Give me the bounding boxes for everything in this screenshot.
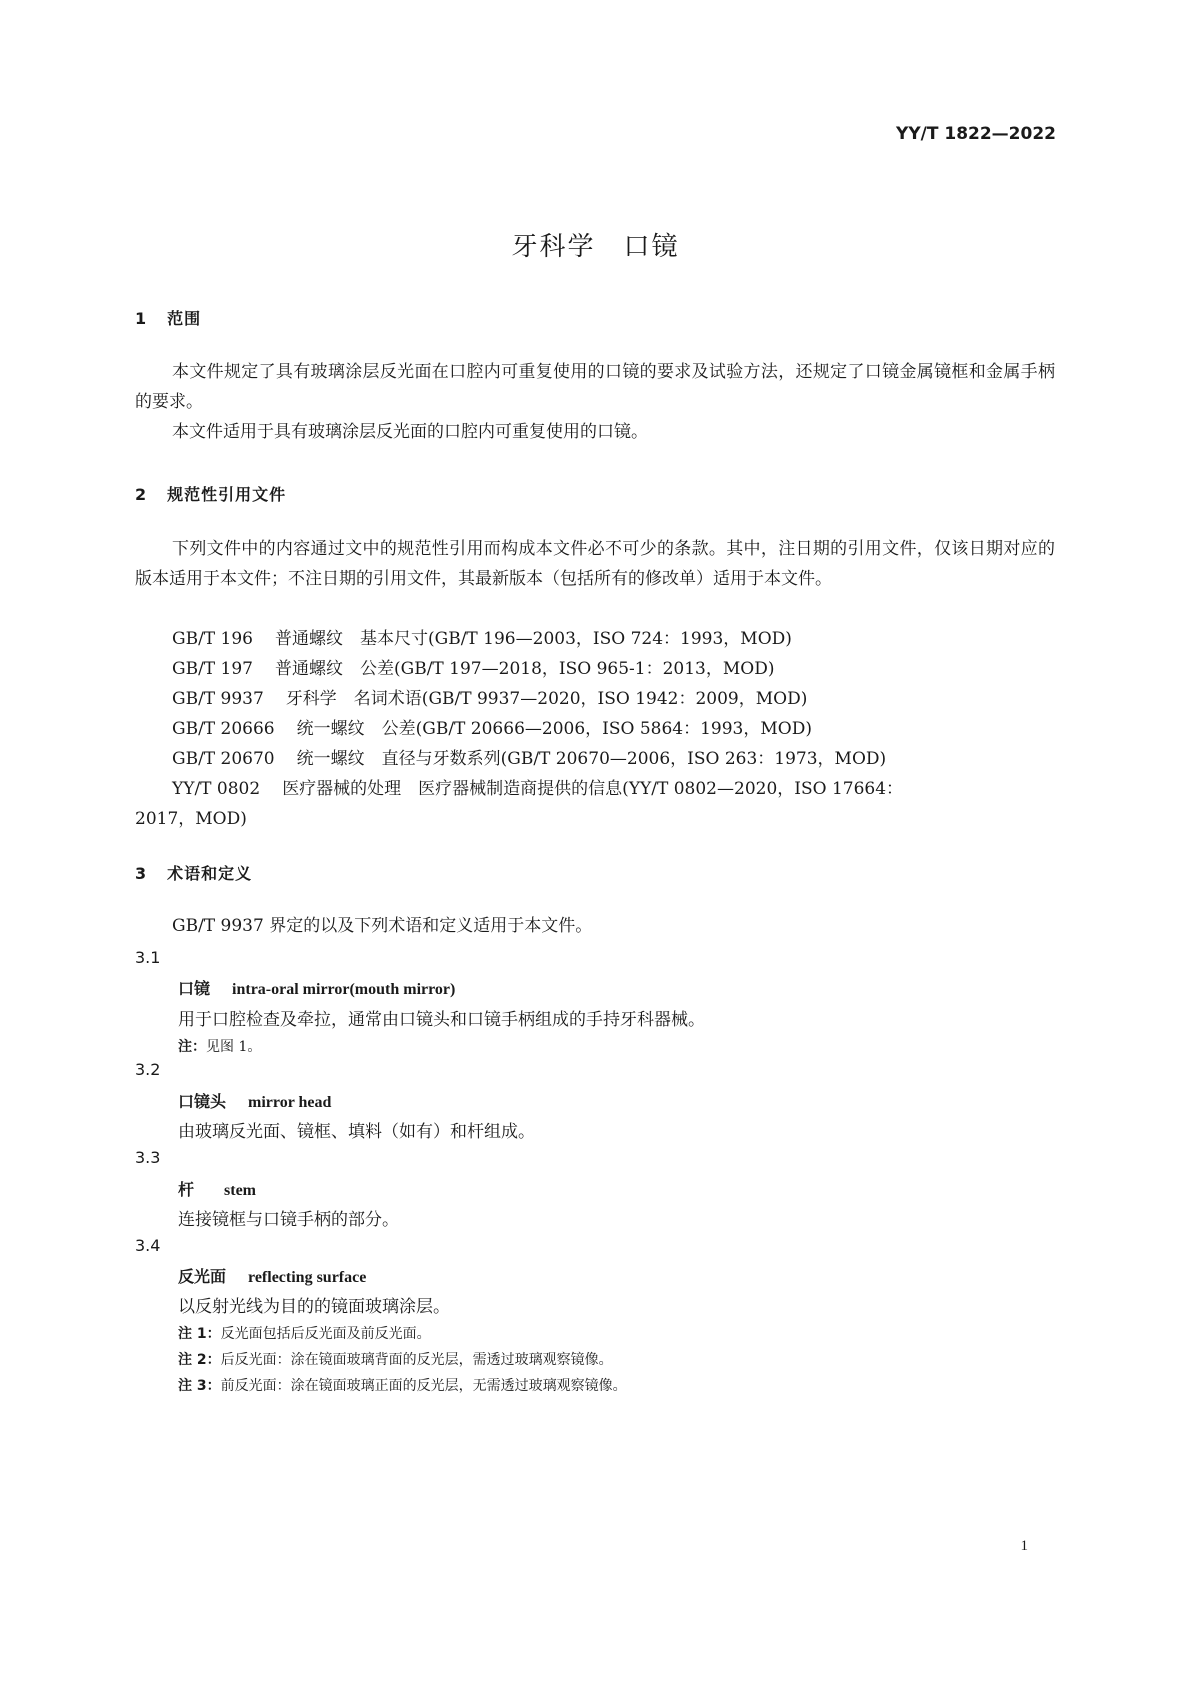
term-number: 3.3: [135, 1148, 161, 1167]
term-note: [178, 1375, 627, 1395]
note-label: 注 1：: [178, 1326, 221, 1342]
note-text: 见图 1。: [206, 1039, 262, 1055]
page-number: 1: [1020, 1538, 1028, 1554]
term-number: 3.4: [135, 1236, 161, 1255]
term-definition: 由玻璃反光面、镜框、填料（如有）和杆组成。: [178, 1122, 535, 1142]
term-name-en: intra-oral mirror(mouth mirror): [232, 981, 456, 998]
normative-ref: [172, 714, 812, 739]
term-note: [178, 1323, 431, 1343]
note-text: 前反光面：涂在镜面玻璃正面的反光层，无需透过玻璃观察镜像。: [220, 1378, 627, 1394]
section-title: 规范性引用文件: [167, 485, 287, 504]
note-text: 反光面包括后反光面及前反光面。: [220, 1326, 431, 1342]
term-name: [178, 1177, 256, 1200]
scope-paragraph-1: 本文件规定了具有玻璃涂层反光面在口腔内可重复使用的口镜的要求及试验方法，还规定了口镜金属镜框和金属手柄的要求。: [135, 362, 1055, 412]
ref-code: GB/T 20666: [172, 719, 275, 739]
term-number: 3.2: [135, 1060, 161, 1079]
section-title: 术语和定义: [167, 864, 253, 883]
document-title: 牙科学 口镜: [511, 232, 680, 262]
ref-title: 统一螺纹 直径与牙数系列(GB/T 20670—2006，ISO 263：1973，MOD): [296, 749, 887, 769]
ref-title: 牙科学 名词术语(GB/T 9937—2020，ISO 1942：2009，MOD): [285, 689, 808, 709]
term-name-zh: 反光面: [178, 1267, 227, 1286]
note-text: 后反光面：涂在镜面玻璃背面的反光层，需透过玻璃观察镜像。: [220, 1352, 613, 1368]
section-1-heading: [135, 306, 201, 329]
ref-code: YY/T 0802: [172, 779, 261, 799]
section-number: 2: [135, 485, 148, 504]
ref-title: 普通螺纹 公差(GB/T 197—2018，ISO 965-1：2013，MOD): [275, 659, 775, 679]
term-definition: 连接镜框与口镜手柄的部分。: [178, 1210, 399, 1230]
term-name: [178, 1264, 366, 1287]
term-number: 3.1: [135, 948, 161, 967]
term-name-zh: 口镜头: [178, 1092, 227, 1111]
term-note: [178, 1349, 613, 1369]
ref-title: 医疗器械的处理 医疗器械制造商提供的信息(YY/T 0802—2020，ISO 17664：: [282, 779, 904, 799]
standard-number: YY/T 1822—2022: [896, 124, 1056, 144]
section-title: 范围: [167, 309, 202, 328]
normative-ref: [172, 774, 903, 799]
normative-ref: [172, 684, 807, 709]
normative-intro: 下列文件中的内容通过文中的规范性引用而构成本文件必不可少的条款。其中，注日期的引用文件，仅该日期对应的版本适用于本文件；不注日期的引用文件，其最新版本（包括所有的修改单）适用于本文件。: [135, 539, 1055, 589]
section-2-heading: [135, 482, 286, 505]
term-note: [178, 1036, 261, 1056]
section-number: 1: [135, 309, 148, 328]
terms-intro: GB/T 9937 界定的以及下列术语和定义适用于本文件。: [172, 916, 593, 936]
normative-ref: [172, 654, 774, 679]
term-name: [178, 1089, 331, 1112]
ref-code: GB/T 20670: [172, 749, 275, 769]
note-label: 注：: [178, 1039, 206, 1055]
scope-paragraph-2: 本文件适用于具有玻璃涂层反光面的口腔内可重复使用的口镜。: [172, 422, 648, 442]
normative-ref-continuation: 2017，MOD): [135, 809, 247, 829]
normative-ref: [172, 744, 886, 769]
term-name-zh: 杆: [178, 1180, 195, 1199]
ref-title: 统一螺纹 公差(GB/T 20666—2006，ISO 5864：1993，MOD): [296, 719, 812, 739]
section-number: 3: [135, 864, 148, 883]
term-name-zh: 口镜: [178, 979, 211, 998]
term-name: [178, 976, 455, 999]
ref-code: GB/T 197: [172, 659, 253, 679]
term-name-en: stem: [224, 1182, 256, 1199]
ref-code: GB/T 196: [172, 629, 253, 649]
ref-title: 普通螺纹 基本尺寸(GB/T 196—2003，ISO 724：1993，MOD): [275, 629, 792, 649]
term-definition: 用于口腔检查及牵拉，通常由口镜头和口镜手柄组成的手持牙科器械。: [178, 1010, 705, 1030]
term-name-en: reflecting surface: [248, 1269, 367, 1286]
ref-code: GB/T 9937: [172, 689, 264, 709]
section-3-heading: [135, 861, 252, 884]
note-label: 注 3：: [178, 1378, 221, 1394]
normative-ref: [172, 624, 792, 649]
term-definition: 以反射光线为目的的镜面玻璃涂层。: [178, 1297, 450, 1317]
note-label: 注 2：: [178, 1352, 221, 1368]
term-name-en: mirror head: [248, 1094, 332, 1111]
